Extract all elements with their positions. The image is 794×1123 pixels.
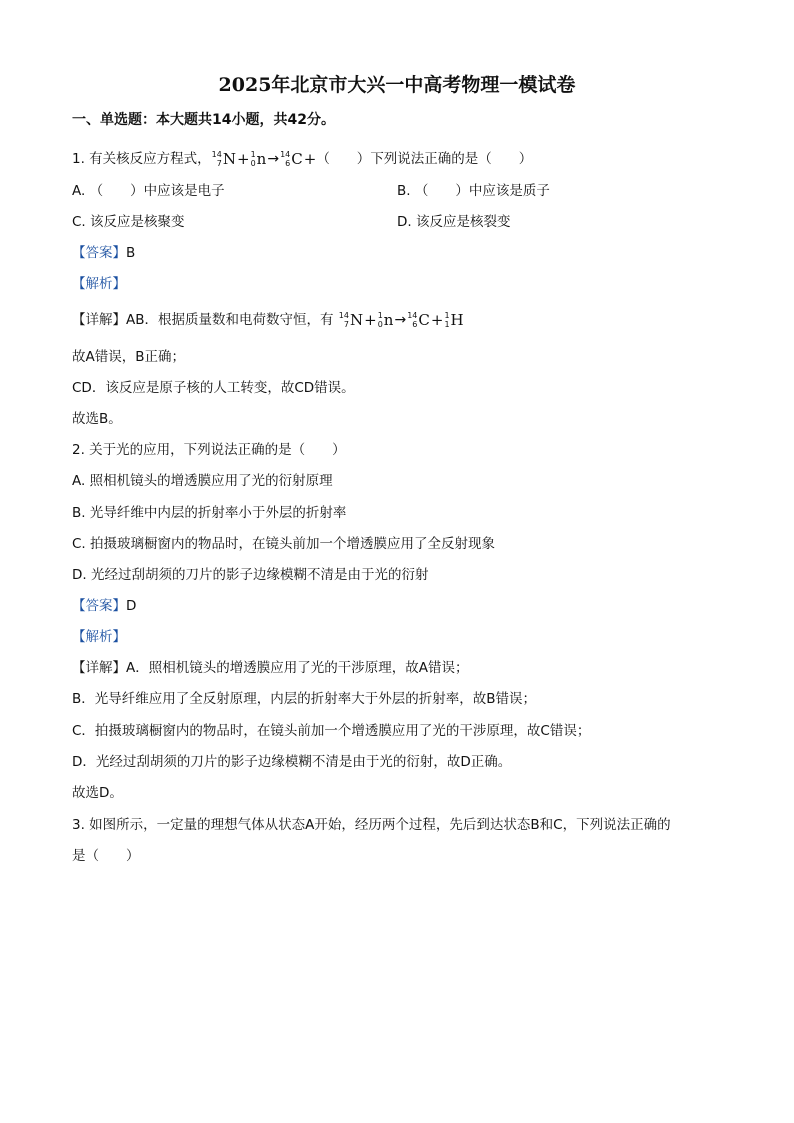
q1-stem-suffix: 下列说法正确的是（ ） (370, 151, 533, 167)
answer-value: B (126, 245, 136, 261)
q1-explanation-line: 故A错误，B正确； (72, 349, 185, 365)
nuclide-nitrogen: 14 7N (211, 150, 236, 168)
reaction-arrow: → (267, 151, 280, 167)
detail-text: AB．根据质量数和电荷数守恒，有 (126, 312, 334, 328)
nuclide-neutron: 1 0n (377, 311, 394, 329)
q3-stem-line2: 是（ ） (72, 848, 140, 864)
q1-answer (72, 244, 135, 262)
nuclide-carbon: 14 6C (280, 150, 303, 168)
plus-sign: + (303, 150, 317, 168)
detail-tag: 【详解】 (72, 312, 126, 328)
q2-detail-a (72, 659, 468, 677)
q2-choice: 故选D。 (72, 785, 123, 801)
q1-stem-prefix: 1. 有关核反应方程式， (72, 151, 211, 167)
q2-detail-c: C．拍摄玻璃橱窗内的物品时，在镜头前加一个增透膜应用了光的干涉原理，故C错误； (72, 723, 591, 739)
nuclide-nitrogen: 14 7N (338, 311, 364, 329)
detail-text: A．照相机镜头的增透膜应用了光的干涉原理，故A错误； (126, 660, 469, 676)
reaction-arrow: → (394, 312, 407, 328)
q2-analysis (72, 628, 126, 646)
detail-tag: 【详解】 (72, 660, 126, 676)
q1-option-b: B. （ ）中应该是质子 (397, 183, 550, 199)
analysis-tag: 【解析】 (72, 629, 126, 645)
answer-blank: （ ） (316, 151, 371, 167)
q1-detail: 【详解】AB．根据质量数和电荷数守恒，有 14 7N+1 0n→14 6C+1 1H (72, 311, 464, 329)
answer-tag: 【答案】 (72, 598, 126, 614)
answer-value: D (126, 598, 137, 614)
q2-stem: 2. 关于光的应用，下列说法正确的是（ ） (72, 442, 346, 458)
answer-tag: 【答案】 (72, 245, 126, 261)
q1-option-d: D. 该反应是核裂变 (397, 214, 511, 230)
q2-option-a: A. 照相机镜头的增透膜应用了光的衍射原理 (72, 473, 333, 489)
q2-option-c: C. 拍摄玻璃橱窗内的物品时，在镜头前加一个增透膜应用了全反射现象 (72, 536, 496, 552)
q2-answer (72, 597, 136, 615)
page-title: 2025年北京市大兴一中高考物理一模试卷 (218, 74, 576, 96)
q1-stem (72, 150, 532, 168)
q3-stem-line1: 3. 如图所示，一定量的理想气体从状态A开始，经历两个过程，先后到达状态B和C，下列说法正确的 (72, 817, 671, 833)
plus-sign: + (236, 150, 250, 168)
q1-option-c: C. 该反应是核聚变 (72, 214, 185, 230)
nuclide-carbon: 14 6C (407, 311, 430, 329)
q1-choice: 故选B。 (72, 411, 122, 427)
q1-analysis (72, 275, 126, 293)
q2-detail-b: B．光导纤维应用了全反射原理，内层的折射率大于外层的折射率，故B错误； (72, 691, 537, 707)
q1-explanation-line: CD．该反应是原子核的人工转变，故CD错误。 (72, 380, 355, 396)
q1-option-a: A. （ ）中应该是电子 (72, 183, 225, 199)
nuclide-hydrogen: 1 1H (444, 311, 464, 329)
analysis-tag: 【解析】 (72, 276, 126, 292)
section-heading: 一、单选题：本大题共14小题，共42分。 (72, 112, 335, 128)
nuclide-neutron: 1 0n (250, 150, 267, 168)
q2-option-d: D. 光经过刮胡须的刀片的影子边缘模糊不清是由于光的衍射 (72, 567, 429, 583)
q2-option-b: B. 光导纤维中内层的折射率小于外层的折射率 (72, 505, 347, 521)
q2-detail-d: D．光经过刮胡须的刀片的影子边缘模糊不清是由于光的衍射，故D正确。 (72, 754, 512, 770)
